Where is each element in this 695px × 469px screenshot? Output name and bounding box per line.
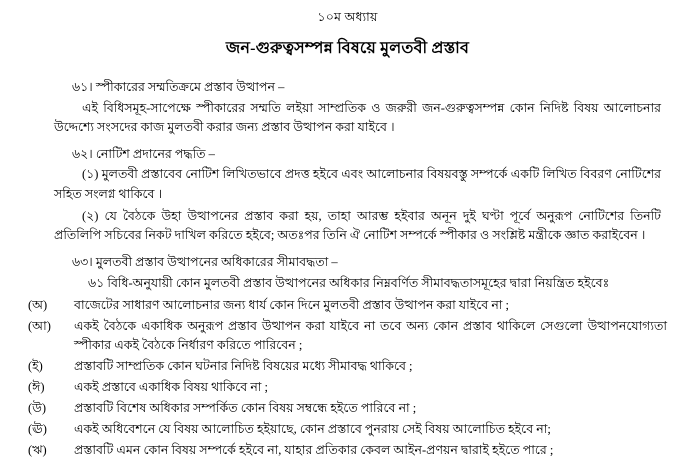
section-62-heading: ৬২। নোটিশ প্রদানের পদ্ধতি – [72, 146, 215, 161]
list-item-marker: (ঈ) [28, 379, 45, 394]
list-item [28, 357, 667, 378]
section-62-paragraph-2: (২) যে বৈঠকে উহা উত্থাপনের প্রস্তাব করা হয়, তাহা আরম্ভ হইবার অনূন দুই ঘণ্টা পূর্বে অনুরূপ নোটিশের তিনটি প্রতিলিপি সচিবের নিকট দাখিল করিতে হইবে; অতঃপর তিনি ঐ নোটিশ সম্পর্কে স্পীকার ও সংশ্লিষ্ট মন্ত্রীকে জ্ঞাত করাইবেন । [54, 209, 661, 243]
list-item-marker: (ঋ) [28, 442, 47, 457]
list-item-marker: (উ) [28, 400, 47, 415]
list-item [28, 378, 667, 399]
page-title: জন-গুরুত্বসম্পন্ন বিষয়ে মুলতবী প্রস্তাব [225, 40, 470, 57]
list-item-text: প্রস্তাবটি বিশেষ অধিকার সম্পর্কিত কোন বিষয় সম্বন্ধে হইতে পারিবে না ; [74, 400, 417, 415]
list-item-text: প্রস্তাবটি এমন কোন বিষয় সম্পর্কে হইবে না, যাহার প্রতিকার কেবল আইন-প্রণয়ন দ্বারাই হইতে পারে ; [74, 442, 554, 457]
list-item-text: একই অধিবেশনে যে বিষয় আলোচিত হইয়াছে, কোন প্রস্তাবে পুনরায় সেই বিষয় আলোচিত হইবে না; [74, 421, 551, 436]
list-item [28, 399, 667, 420]
section-62-paragraph-1: (১) মুলতবী প্রস্তাবেব নোটিশ লিখিতভাবে প্রদত্ত হইবে এবং আলোচনার বিষয়বস্তু সম্পর্কে একটি লিখিত বিবরণ নোটিশের সহিত সংলগ্ন থাকিবে । [54, 167, 661, 201]
list-item [28, 317, 667, 357]
section-63 [28, 253, 667, 462]
section-63-lead-in: ৬১ বিধি-অনুযায়ী কোন মুলতবী প্রস্তাব উত্থাপনের অধিকার নিম্নবর্ণিত সীমাবদ্ধতাসমূহের দ্বারা নিয়ন্ত্রিত হইবেঃ [88, 275, 610, 290]
section-61-paragraph-1: এই বিধিসমূহ-সাপেক্ষে স্পীকারের সম্মতি লইয়া সাম্প্রতিক ও জরুরী জন-গুরুত্বসম্পন্ন কোন নিদিষ্ট বিষয় আলোচনার উদ্দেশ্যে সংসদের কাজ মুলতবী করার জন্য প্রস্তাব উত্থাপন করা যাইবে । [54, 100, 661, 135]
list-item-marker: (অ) [28, 297, 48, 312]
list-item [28, 420, 667, 441]
chapter-heading: ১০ম অধ্যায় [317, 10, 378, 24]
list-item-marker: (ঊ) [28, 421, 47, 436]
section-61-heading: ৬১। স্পীকারের সম্মতিক্রমে প্রস্তাব উত্থাপন – [72, 80, 285, 94]
section-63-list [28, 296, 667, 462]
list-item [28, 441, 667, 462]
list-item [28, 296, 667, 317]
list-item-marker: (ই) [28, 358, 43, 373]
list-item-text: একই প্রস্তাবে একাধিক বিষয় থাকিবে না ; [74, 379, 269, 394]
section-63-heading: ৬৩। মুলতবী প্রস্তাব উত্থাপনের অধিকারের সীমাবদ্ধতা – [72, 254, 338, 269]
list-item-marker: (আ) [28, 318, 51, 333]
section-61 [28, 78, 667, 138]
list-item-text: একই বৈঠকে একাধিক অনুরূপ প্রস্তাব উত্থাপন করা যাইবে না তবে অন্য কোন প্রস্তাব থাকিলে সেগুলো উত্থাপনযোগ্যতা স্পীকার একই বৈঠকে নির্ধারণ করিতে পারিবেন ; [74, 318, 667, 352]
list-item-text: প্রস্তাবটি সাম্প্রতিক কোন ঘটনার নিদিষ্ট বিষয়ের মধ্যে সীমাবদ্ধ থাকিবে ; [74, 358, 413, 373]
section-62 [28, 145, 667, 246]
list-item-text: বাজেটের সাধারণ আলোচনার জন্য ধার্য কোন দিনে মুলতবী প্রস্তাব উত্থাপন করা যাইবে না ; [74, 297, 510, 312]
